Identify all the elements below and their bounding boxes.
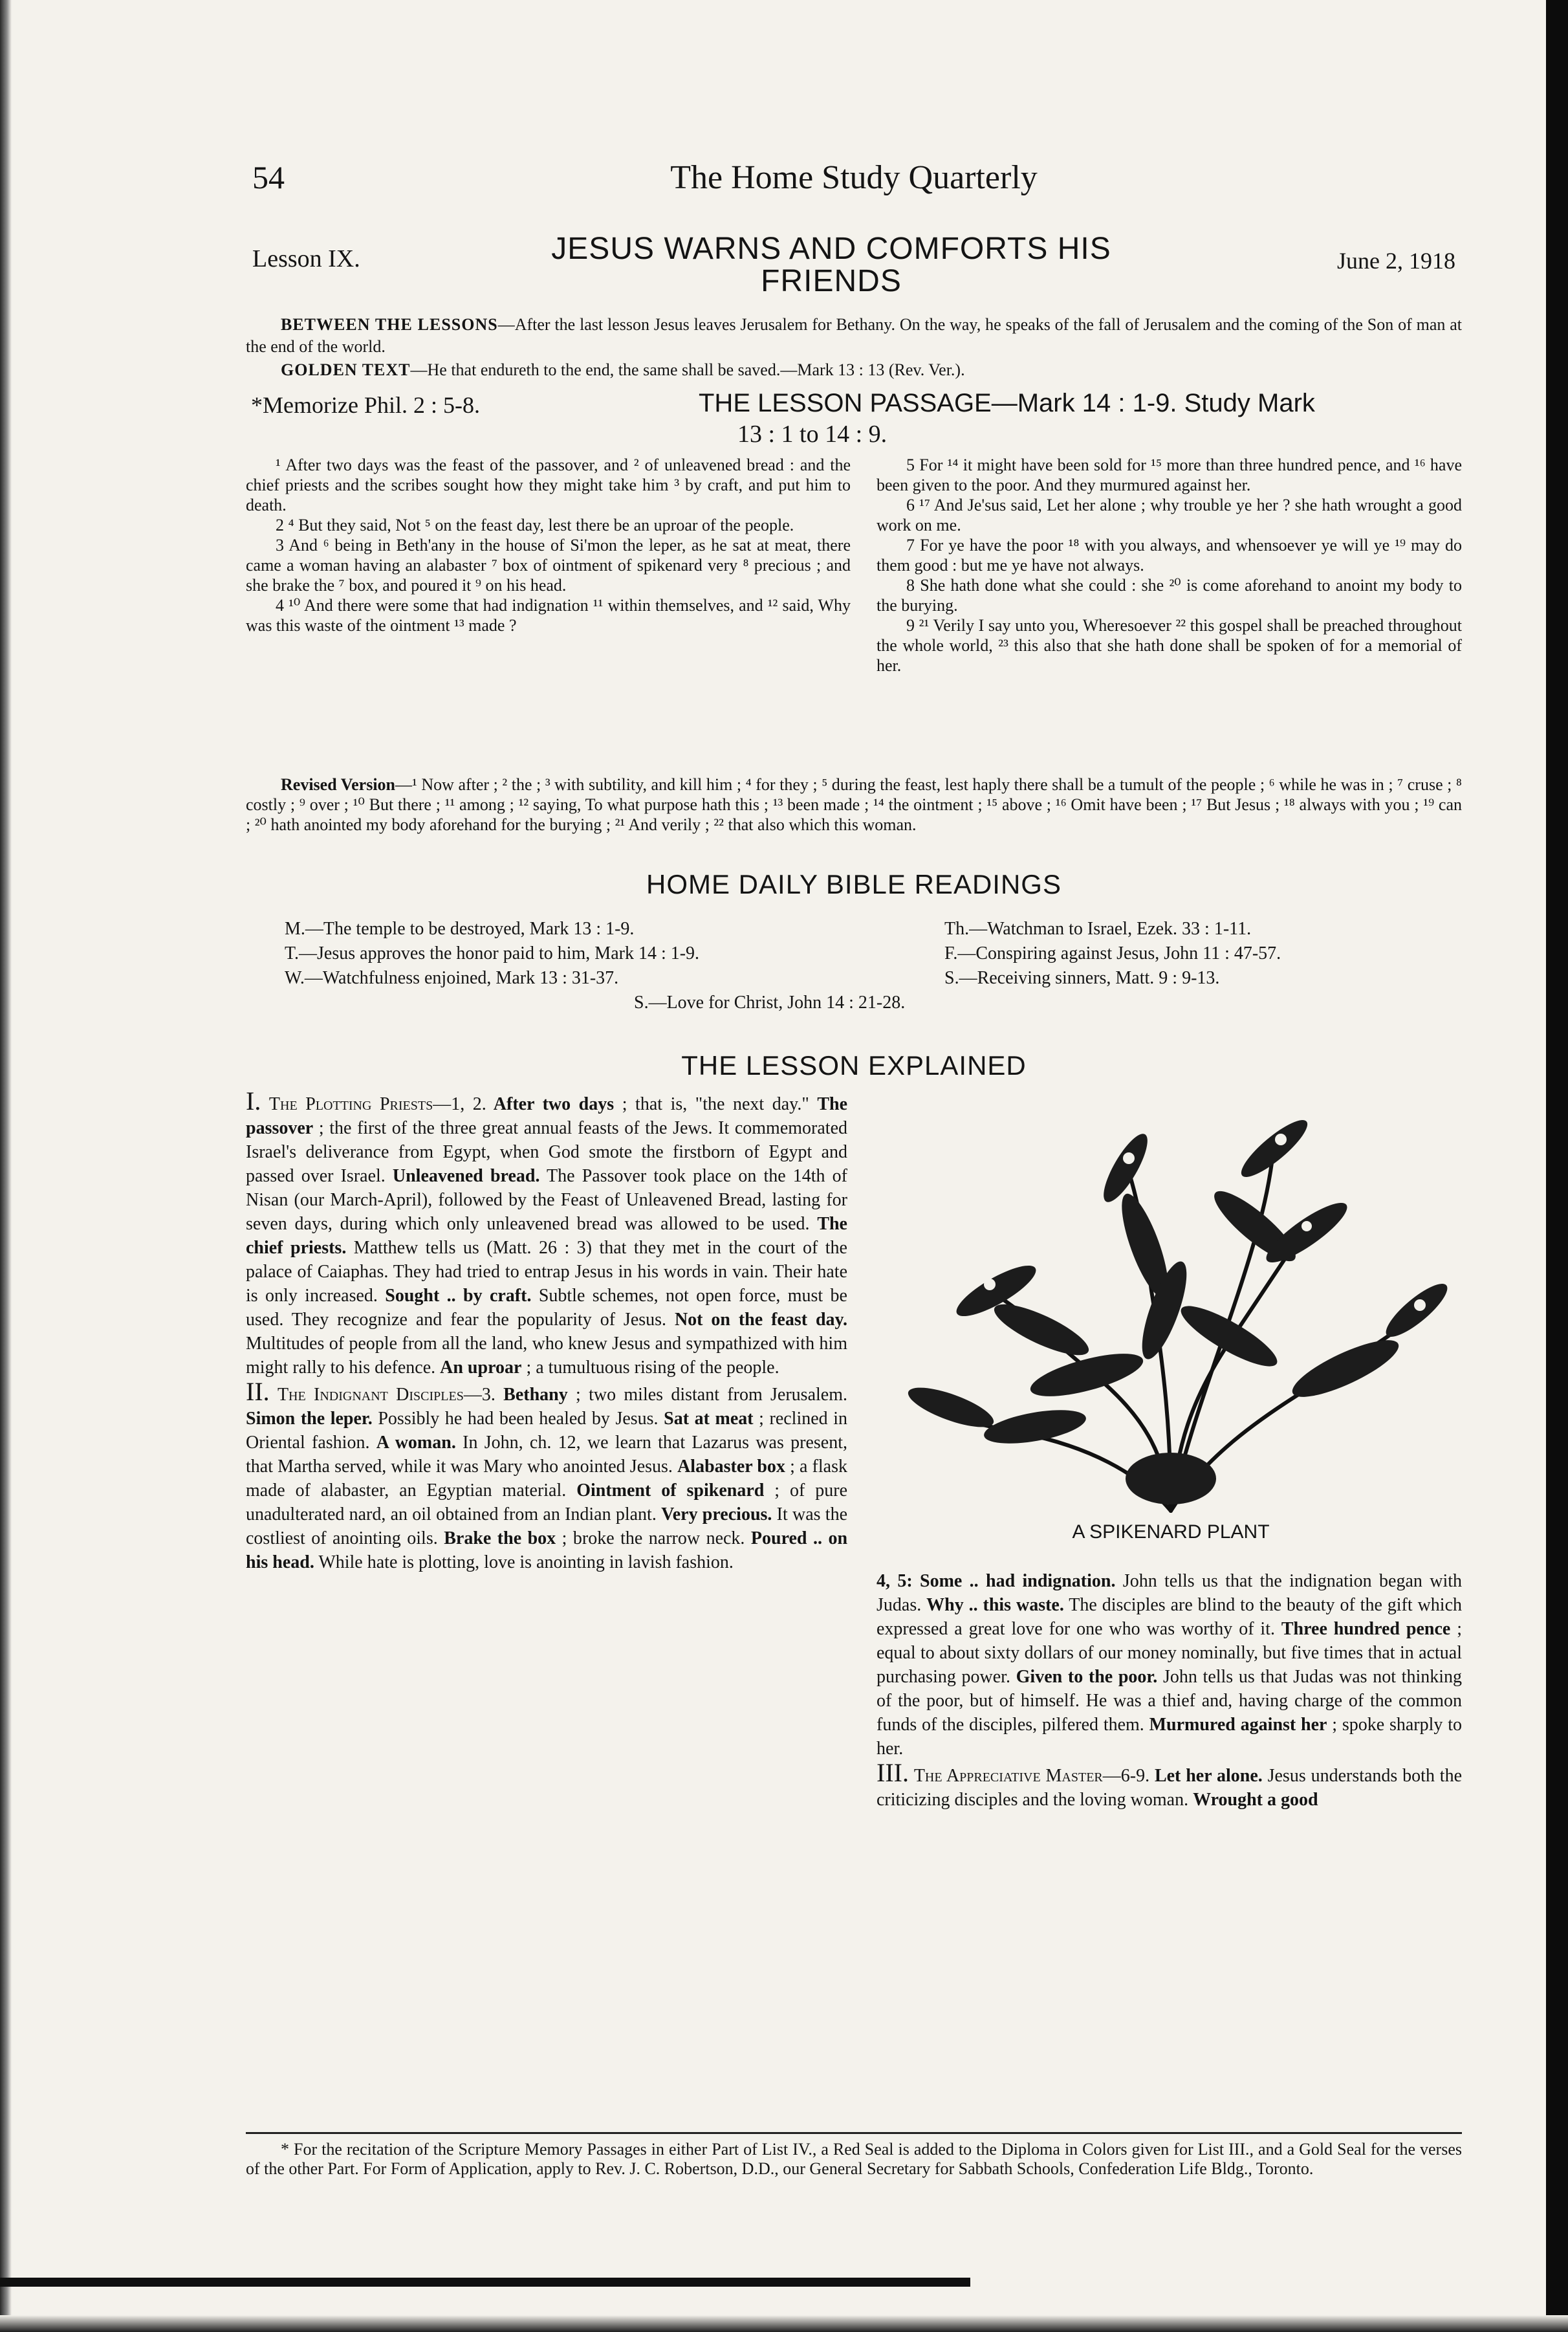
footnote-divider: [246, 2132, 1462, 2134]
reading-item: M.—The temple to be destroyed, Mark 13 : 1-9.: [285, 919, 635, 939]
golden-body: —He that endureth to the end, the same shall be saved.—Mark 13 : 13 (Rev. Ver.).: [410, 360, 965, 379]
gloss: In John, ch. 12, we learn that Lazarus was present, that Martha served, while it was Mary who anointed Jesus.: [246, 1433, 848, 1477]
study-label: Study Mark: [1184, 389, 1315, 417]
gloss: ; the first of the three great annual feasts of the Jews. It commemorated Israel's deliverance from Egypt, when God smote the firstborn of Egypt and passed over Israel.: [246, 1118, 847, 1186]
term: A woman.: [376, 1433, 456, 1453]
reading-item: W.—Watchfulness enjoined, Mark 13 : 31-37.: [285, 968, 619, 988]
passage-verse: ¹ After two days was the feast of the passover, and ² of unleavened bread : and the chief priests and the scribes sought how they might take him ³ by craft, and put him to death.: [246, 456, 851, 514]
gloss: While hate is plotting, love is anointing in lavish fashion.: [314, 1552, 734, 1572]
lesson-explained-heading: THE LESSON EXPLAINED: [681, 1050, 1027, 1081]
term: Ointment of spikenard: [576, 1480, 765, 1501]
term: Unleavened bread.: [392, 1166, 540, 1186]
term: Three hundred pence: [1281, 1619, 1451, 1639]
journal-title: The Home Study Quarterly: [670, 159, 1038, 196]
gloss: It was the costliest of anointing oils.: [246, 1504, 847, 1548]
term: After two days: [486, 1094, 615, 1114]
gloss: ; a flask made of alabaster, an Egyptian material.: [246, 1457, 847, 1501]
term: The chief priests.: [246, 1214, 847, 1258]
passage-verse: 5 For ¹⁴ it might have been sold for ¹⁵ more than three hundred pence, and ¹⁶ have been given to the poor. And they murmured against her.: [877, 456, 1462, 494]
gloss: The disciples are blind to the beauty of the gift which expressed a great love for one who was worthy of it.: [877, 1595, 1462, 1639]
term: Let her alone.: [1149, 1766, 1263, 1786]
spikenard-plant-figure: [893, 1097, 1449, 1543]
term: Alabaster box: [677, 1457, 785, 1477]
gloss: ; that is, "the next day.": [614, 1094, 818, 1114]
explained-right-column: [877, 1569, 1462, 1812]
reading-item: S.—Receiving sinners, Matt. 9 : 9-13.: [944, 968, 1220, 988]
verse-notes-4-5: [877, 1569, 1462, 1761]
lesson-title: JESUS WARNS AND COMFORTS HIS FRIENDS: [551, 232, 1111, 298]
section-verses: —1, 2.: [433, 1094, 486, 1114]
gloss: ; broke the narrow neck.: [556, 1528, 751, 1548]
passage-verse: 8 She hath done what she could : she ²⁰ is come aforehand to anoint my body to the burying.: [877, 576, 1462, 615]
gloss: Jesus understands both the criticizing disciples and the loving woman.: [877, 1766, 1463, 1810]
section-verses: —3.: [463, 1385, 495, 1405]
term: The passover: [246, 1094, 848, 1138]
between-the-lessons: [246, 314, 1462, 358]
term: Bethany: [495, 1385, 568, 1405]
gloss: ; reclined in Oriental fashion.: [246, 1409, 848, 1453]
daily-readings: [285, 917, 1462, 1014]
memorize-note: *Memorize Phil. 2 : 5-8.: [251, 392, 480, 418]
revised-label: Revised Version: [281, 775, 396, 794]
passage-right-column: [877, 455, 1462, 676]
running-header: [252, 159, 1455, 217]
spikenard-plant-illustration: [893, 1097, 1449, 1517]
section-title: The Appreciative Master: [913, 1766, 1103, 1786]
scan-edge-right: [1546, 0, 1568, 2332]
term: Not on the feast day.: [674, 1310, 847, 1330]
section-plotting-priests: [246, 1086, 848, 1380]
term: 4, 5: Some .. had indignation.: [877, 1571, 1116, 1591]
gloss: ; a tumultuous rising of the people.: [521, 1358, 779, 1378]
revised-text: —¹ Now after ; ² the ; ³ with subtility, and kill him ; ⁴ for they ; ⁵ during the feast, lest haply there shall be a tumult of the people ; ⁶ while he was in ; ⁷ cruse ; ⁸ costly ; ⁹ over ; ¹⁰ But there ; ¹¹ among ; ¹² saying, To what purpose hath this ; ¹³ been made ; ¹⁴ the ointment ; ¹⁵ above ; ¹⁶ Omit have been ; ¹⁷ But Jesus ; ¹⁸ always with you ; ¹⁹ can ; ²⁰ hath anointed my body aforehand for the burying ; ²¹ And verily ; ²² that also which this woman.: [246, 775, 1462, 834]
document-page: [246, 159, 1472, 2190]
golden-label: GOLDEN TEXT: [281, 360, 411, 379]
page-number: 54: [252, 159, 285, 195]
passage-left-column: [246, 455, 851, 635]
between-text: —After the last lesson Jesus leaves Jerusalem for Bethany. On the way, he speaks of the fall of Jerusalem and the coming of the Son of man at the end of the world.: [246, 315, 1462, 356]
passage-verse: 9 ²¹ Verily I say unto you, Wheresoever ²² this gospel shall be preached throughout the whole world, ²³ this also that she hath done shall be spoken of for a memorial of her.: [877, 616, 1462, 675]
section-number: III.: [877, 1758, 909, 1787]
term: Brake the box: [444, 1528, 556, 1548]
gloss: Possibly he had been healed by Jesus.: [372, 1409, 664, 1429]
term: Simon the leper.: [246, 1409, 373, 1429]
term: Sat at meat: [664, 1409, 754, 1429]
term: Wrought a good: [1193, 1790, 1318, 1810]
reading-item: Th.—Watchman to Israel, Ezek. 33 : 1-11.: [944, 919, 1252, 939]
lesson-passage-heading: [699, 389, 1462, 417]
gloss: ; spoke sharply to her.: [877, 1715, 1462, 1759]
gloss: The Passover took place on the 14th of Nisan (our March-April), followed by the Feast of Unleavened Bread, lasting for seven days, during which only unleavened bread was allowed to be used.: [246, 1166, 847, 1234]
section-appreciative-master: [877, 1758, 1463, 1812]
daily-readings-heading: HOME DAILY BIBLE READINGS: [646, 869, 1062, 899]
term: Very precious.: [661, 1504, 772, 1524]
term: Why .. this waste.: [926, 1595, 1064, 1615]
between-label: BETWEEN THE LESSONS: [281, 315, 498, 334]
section-verses: —6-9.: [1102, 1766, 1150, 1786]
section-title: The Plotting Priests: [268, 1094, 433, 1114]
gloss: Matthew tells us (Matt. 26 : 3) that they met in the court of the palace of Caiaphas. They had tried to entrap Jesus in his words in vain. Their hate is only increased.: [246, 1238, 847, 1306]
lesson-date: June 2, 1918: [1337, 248, 1455, 274]
passage-verse: 4 ¹⁰ And there were some that had indignation ¹¹ within themselves, and ¹² said, Why was this waste of the ointment ¹³ made ?: [246, 596, 851, 635]
lesson-number: Lesson IX.: [252, 245, 360, 272]
reading-item: T.—Jesus approves the honor paid to him, Mark 14 : 1-9.: [285, 943, 700, 963]
passage-title: THE LESSON PASSAGE—Mark 14 : 1-9.: [699, 389, 1177, 417]
section-number: I.: [246, 1086, 261, 1116]
revised-version-notes: [246, 775, 1462, 835]
study-reference: 13 : 1 to 14 : 9.: [737, 421, 887, 448]
passage-verse: 3 And ⁶ being in Beth'any in the house of Si'mon the leper, as he sat at meat, there came a woman having an alabaster ⁷ box of ointment of spikenard very ⁸ precious ; and she brake the ⁷ box, and poured it ⁹ on his head.: [246, 536, 851, 595]
passage-verse: 7 For ye have the poor ¹⁸ with you always, and whensoever ye will ye ¹⁹ may do them good : but me ye have not always.: [877, 536, 1462, 575]
term: Murmured against her: [1149, 1715, 1327, 1735]
term: Poured .. on his head.: [246, 1528, 848, 1572]
gloss: ; of pure unadulterated nard, an oil obtained from an Indian plant.: [246, 1480, 847, 1524]
scan-edge-bottom-line: [0, 2278, 970, 2287]
gloss: Multitudes of people from all the land, who knew Jesus and sympathized with him might rally to his defence.: [246, 1334, 847, 1378]
reading-item: F.—Conspiring against Jesus, John 11 : 47-57.: [944, 943, 1281, 963]
reading-item: S.—Love for Christ, John 14 : 21-28.: [634, 993, 906, 1013]
lesson-header: [252, 233, 1455, 304]
golden-text: [246, 359, 1462, 381]
scan-edge-left: [0, 0, 12, 2332]
term: Given to the poor.: [1016, 1667, 1158, 1687]
passage-verse: 2 ⁴ But they said, Not ⁵ on the feast day, lest there be an uproar of the people.: [276, 516, 794, 534]
gloss: Subtle schemes, not open force, must be used. They recognize and fear the popularity of Jesus.: [246, 1286, 847, 1330]
scan-edge-bottom: [0, 2315, 1568, 2332]
gloss: ; equal to about sixty dollars of our money nominally, but five times that in actual purchasing power.: [877, 1619, 1463, 1687]
gloss: John tells us that the indignation began with Judas.: [877, 1571, 1463, 1615]
section-indignant-disciples: [246, 1377, 848, 1574]
section-number: II.: [246, 1377, 270, 1406]
footnote: * For the recitation of the Scripture Memory Passages in either Part of List IV., a Red Seal is added to the Diploma in Colors given for List III., and a Gold Seal for the verses of the other Part. For Form of Application, apply to Rev. J. C. Robertson, D.D., our General Secretary for Sabbath Schools, Confederation Life Bldg., Toronto.: [246, 2140, 1462, 2178]
gloss: John tells us that Judas was not thinking of the poor, but of himself. He was a thief and, having charge of the common funds of the disciples, pilfered them.: [877, 1667, 1462, 1735]
explained-left-column: [246, 1086, 848, 1574]
figure-caption: A SPIKENARD PLANT: [1072, 1521, 1270, 1543]
passage-verse: 6 ¹⁷ And Je'sus said, Let her alone ; why trouble ye her ? she hath wrought a good work on me.: [877, 496, 1462, 534]
term: An uproar: [440, 1358, 522, 1378]
term: Sought .. by craft.: [385, 1286, 532, 1306]
gloss: ; two miles distant from Jerusalem.: [567, 1385, 847, 1405]
section-title: The Indignant Disciples: [277, 1385, 464, 1405]
